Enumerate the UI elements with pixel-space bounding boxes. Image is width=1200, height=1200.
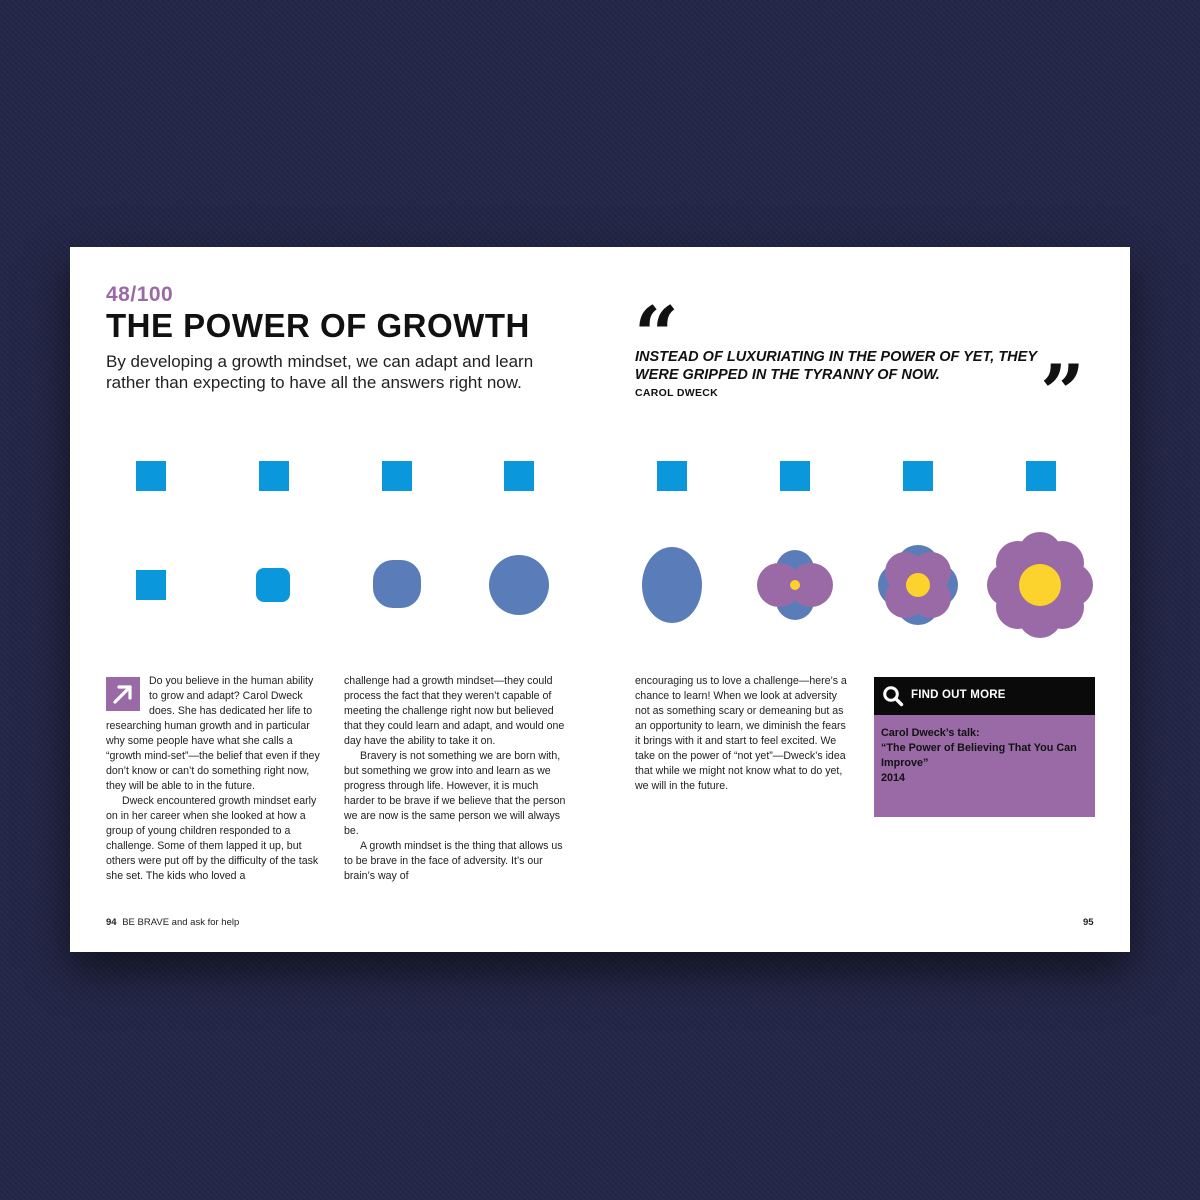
- body-paragraph: encouraging us to love a challenge—here’s a chance to learn! When we look at adversity not as something scary or demeaning but as an opportunity to learn, we diminish the fears it brings with it and start to feel excited. We take on the power of “not yet”—Dweck’s idea that while we might not know what to do yet, we will in the future.: [635, 675, 847, 792]
- growth-stage-square: [136, 570, 166, 600]
- running-head: BE BRAVE and ask for help: [122, 917, 240, 928]
- top-square: [504, 461, 534, 491]
- growth-stage-rounded-square: [256, 568, 290, 602]
- top-square: [780, 461, 810, 491]
- body-column-3: [635, 674, 851, 794]
- top-square: [136, 461, 166, 491]
- top-square: [259, 461, 289, 491]
- resource-year: 2014: [881, 772, 906, 784]
- body-paragraph: Bravery is not something we are born with, but something we grow into and learn as we progress through life. However, it is much harder to be brave if we believe that the person we are now is the same person we will always be.: [344, 750, 566, 837]
- close-quote-mark: ”: [1040, 348, 1085, 439]
- resource-title: “The Power of Believing That You Can Improve”: [881, 742, 1077, 769]
- body-column-1: [106, 674, 322, 884]
- body-paragraph: challenge had a growth mindset—they could process the fact that they weren’t capable of meeting the challenge right now but believed that they could learn and adapt, and would one day have the ability to take it on.: [344, 675, 565, 747]
- body-column-2: [344, 674, 566, 884]
- quote-author: CAROL DWECK: [635, 387, 719, 399]
- entry-number: 48/100: [106, 283, 174, 306]
- body-paragraph: Do you believe in the human ability to grow and adapt? Carol Dweck does. She has dedicated her life to researching human growth and in particular why some people have what she calls a “growth mind-set”—the belief that even if they don’t know or can’t do something right now, they will be able to in the future.: [106, 675, 320, 792]
- pull-quote: INSTEAD OF LUXURIATING IN THE POWER OF YET, THEY WERE GRIPPED IN THE TYRANNY OF NOW.: [635, 349, 1037, 383]
- growth-stage-opening-flower: [878, 545, 958, 625]
- open-quote-mark: “: [634, 290, 679, 381]
- find-out-more-content: [881, 726, 1086, 786]
- growth-illustration: [70, 517, 1130, 647]
- footer-left: [106, 917, 239, 928]
- top-square: [657, 461, 687, 491]
- page-title: THE POWER OF GROWTH: [106, 307, 530, 344]
- magnifier-icon: [882, 685, 904, 707]
- growth-stage-full-flower: [987, 532, 1093, 638]
- page-number-right: 95: [1083, 917, 1094, 928]
- find-out-more-title: FIND OUT MORE: [911, 689, 1006, 701]
- growth-stage-blob: [373, 560, 421, 608]
- top-square: [903, 461, 933, 491]
- page-subtitle: By developing a growth mindset, we can adapt and learn rather than expecting to have all the answers right now.: [106, 352, 534, 392]
- book-spread: [70, 247, 1130, 952]
- page-number-left: 94: [106, 917, 117, 928]
- top-square: [382, 461, 412, 491]
- arrow-float-spacer: [106, 674, 149, 714]
- body-paragraph: A growth mindset is the thing that allows us to be brave in the face of adversity. It’s our brain’s way of: [344, 840, 563, 882]
- growth-stage-oval: [642, 547, 702, 623]
- body-paragraph: Dweck encountered growth mindset early on in her career when she looked at how a group of young children responded to a challenge. Some of them lapped it up, but others were put off by the difficulty of the task she set. The kids who loved a: [106, 795, 319, 882]
- top-square: [1026, 461, 1056, 491]
- growth-stage-bud: [757, 550, 833, 620]
- growth-stage-circle: [489, 555, 549, 615]
- resource-intro: Carol Dweck’s talk:: [881, 727, 980, 739]
